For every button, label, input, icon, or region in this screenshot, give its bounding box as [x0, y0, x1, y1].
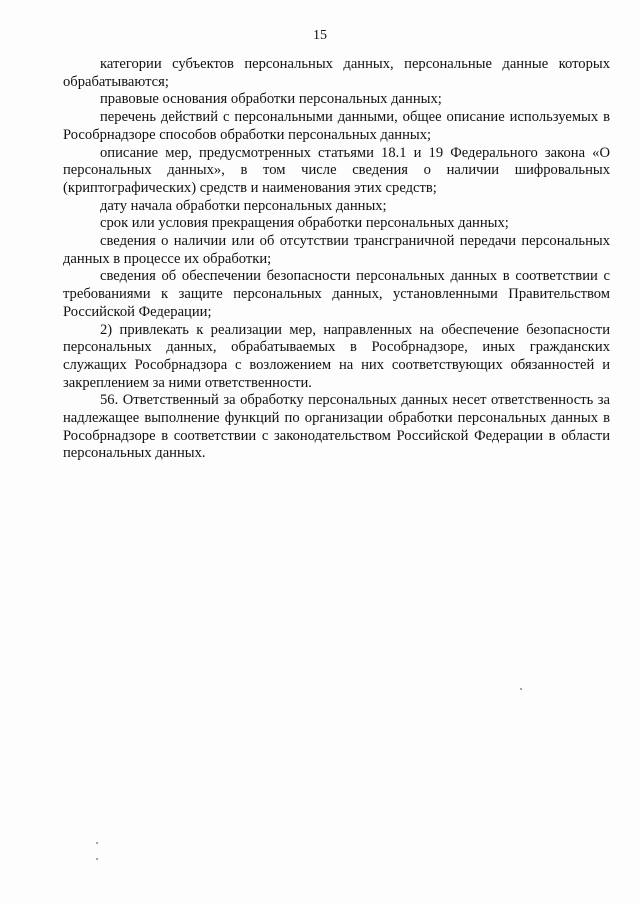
- paragraph-security-info: сведения об обеспечении безопасности персональных данных в соответствии с требованиями к защите персональных данных, установленными Правительством Российской Федерации;: [63, 268, 610, 320]
- paragraph-item-2: 2) привлекать к реализации мер, направленных на обеспечение безопасности персональных данных, обрабатываемых в Рособрнадзоре, иных гражданских служащих Рособрнадзора с возложением на них соответствующих обязанностей и закреплением за ними ответственности.: [63, 321, 610, 391]
- paragraph-legal-basis: правовые основания обработки персональных данных;: [100, 91, 442, 108]
- document-body: [63, 56, 610, 463]
- paragraph-actions-list: перечень действий с персональными данными, общее описание используемых в Рособрнадзоре способов обработки персональных данных;: [63, 109, 610, 143]
- scan-speck: [96, 858, 98, 860]
- paragraph-cross-border-transfer: сведения о наличии или об отсутствии трансграничной передачи персональных данных в процессе их обработки;: [63, 233, 610, 267]
- paragraph-termination-terms: срок или условия прекращения обработки персональных данных;: [100, 215, 509, 232]
- paragraph-item-56: 56. Ответственный за обработку персональных данных несет ответственность за надлежащее выполнение функций по организации обработки персональных данных в Рособрнадзоре в соответствии с законодательством Российской Федерации в области персональных данных.: [63, 392, 610, 462]
- scan-speck: [96, 842, 98, 844]
- page-number: 15: [313, 28, 327, 43]
- paragraph-start-date: дату начала обработки персональных данных;: [100, 197, 387, 214]
- paragraph-subject-categories: категории субъектов персональных данных, персональные данные которых обрабатываются;: [63, 56, 610, 90]
- scan-speck: [520, 688, 522, 690]
- paragraph-measures-description: описание мер, предусмотренных статьями 18.1 и 19 Федерального закона «О персональных данных», в том числе сведения о наличии шифровальных (криптографических) средств и наименования этих средств;: [63, 144, 610, 196]
